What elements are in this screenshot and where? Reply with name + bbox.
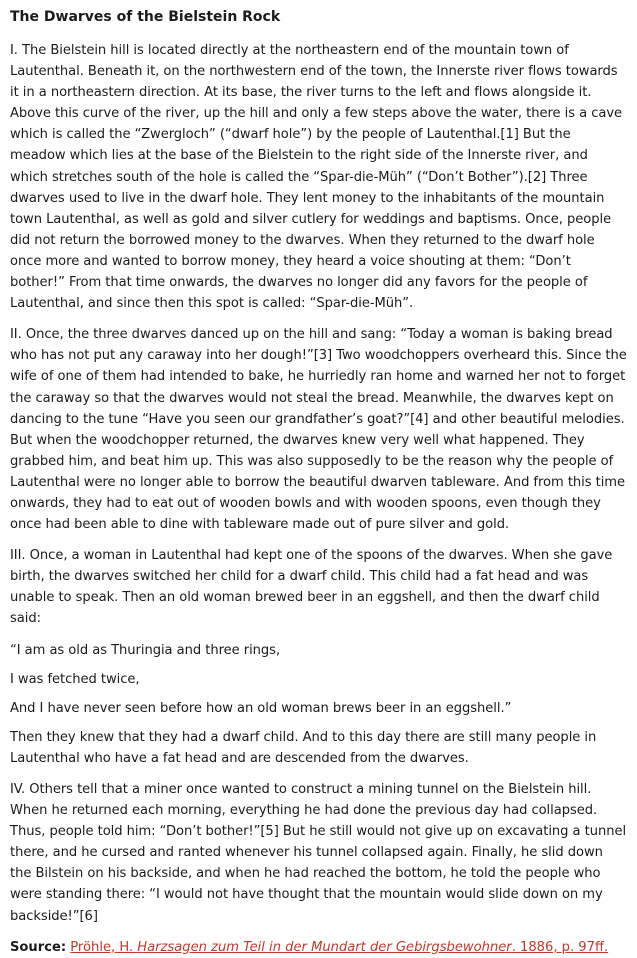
paragraph-4: Then they knew that they had a dwarf child. And to this day there are still many people in Lautenthal who have a fat head and are descended from the dwarves. — [10, 729, 597, 766]
paragraph-1: I. The Bielstein hill is located directly at the northeastern end of the mountain town of Lautenthal. Beneath it, on the northwestern end of the town, the Innerste river flows towards it in a northeastern direction. At its base, the river turns to the left and flows alongside it. Above this curve of the river, up the hill and only a few steps above the water, there is a cave which is called the “Zwergloch” (“dwarf hole”) by the people of Lautenthal.[1] But the meadow which lies at the base of the Bielstein to the right side of the Innerste river, and which stretches south of the hole is called the “Spar-die-Müh” (“Don’t Bother”).[2] Three dwarves used to live in the dwarf hole. They lent money to the inhabitants of the mountain town Lautenthal, as well as gold and silver cutlery for weddings and baptisms. Once, people did not return the borrowed money to the dwarves. When they returned to the dwarf hole once more and wanted to borrow money, they heard a voice shouting at them: “Don’t bother!” From that time onwards, the dwarves no longer did any favors for the people of Lautenthal, and since then this spot is called: “Spar-die-Müh”. — [10, 43, 623, 312]
paragraph-5: IV. Others tell that a miner once wanted to construct a mining tunnel on the Bielstein hill. When he returned each morning, everything he had done the previous day had collapsed. Thus, people told him: “Don’t bother!”[5] But he still would not give up on excavating a tunnel there, and he cursed and ranted whenever his tunnel collapsed again. Finally, he slid down the Bilstein on his backside, and when he had reached the bottom, he told the people who were standing there: “I would not have thought that the mountain would slide down on my backside!”[6] — [10, 782, 627, 924]
source-work-title: Harzsagen zum Teil in der Mundart der Gebirgsbewohner — [137, 939, 512, 955]
page-title: The Dwarves of the Bielstein Rock — [10, 9, 281, 25]
source-link[interactable] — [70, 940, 608, 955]
paragraph-3: III. Once, a woman in Lautenthal had kept one of the spoons of the dwarves. When she gave birth, the dwarves switched her child for a dwarf child. This child had a fat head and was unable to speak. Then an old woman brewed beer in an eggshell, and then the dwarf child said: — [10, 548, 613, 627]
source-label: Source: — [10, 939, 67, 955]
source-details: . 1886, p. 97ff. — [511, 939, 609, 955]
paragraph-2: II. Once, the three dwarves danced up on the hill and sang: “Today a woman is baking bread who has not put any caraway into her dough!”[3] Two woodchoppers overheard this. Since the wife of one of them had intended to bake, he hurriedly ran home and warned her not to forget the caraway so that the dwarves would not steal the bread. Meanwhile, the dwarves kept on dancing to the tune “Have you seen our grandfather’s goat?”[4] and other beautiful melodies. But when the woodchopper returned, the dwarves knew very well what happened. They grabbed him, and beat him up. This was also supposedly to be the reason why the people of Lautenthal were no longer able to borrow the beautiful dwarven tableware. And from this time onwards, they had to eat out of wooden bowls and with wooden spoons, even though they once had been able to dine with tableware made out of pure silver and gold. — [10, 327, 627, 533]
verse-line-2: I was fetched twice, — [10, 671, 140, 687]
verse-line-1: “I am as old as Thuringia and three rings, — [10, 642, 281, 658]
verse-line-3: And I have never seen before how an old woman brews beer in an eggshell.” — [10, 700, 512, 716]
source-citation — [10, 937, 627, 958]
source-author: Pröhle, H. — [70, 939, 138, 955]
